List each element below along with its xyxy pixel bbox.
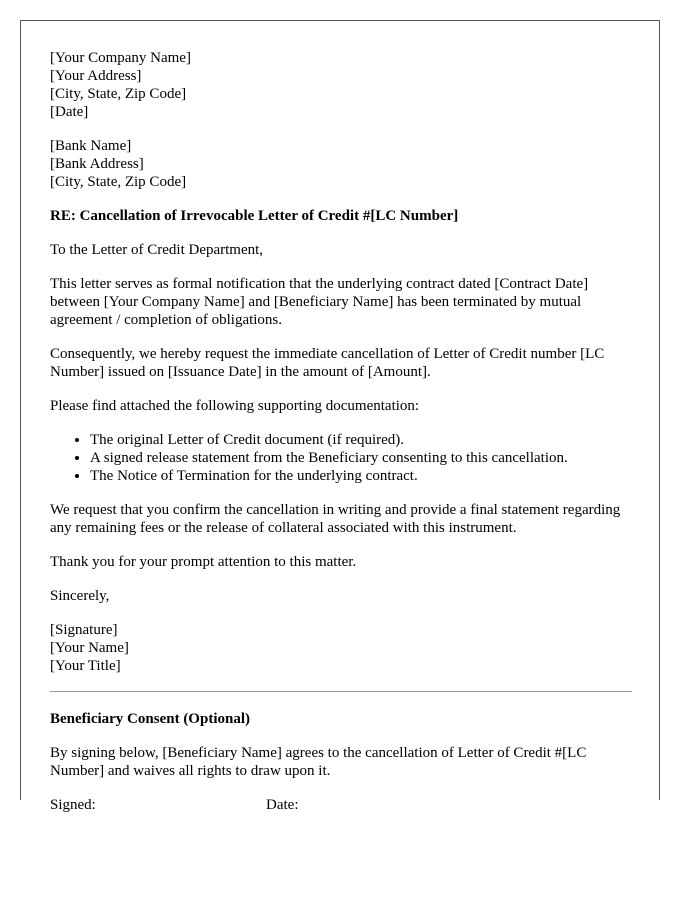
sender-date: [Date] bbox=[50, 104, 89, 120]
consent-signature-row bbox=[50, 796, 632, 814]
signature-block bbox=[50, 621, 632, 675]
consent-signed-label: Signed: bbox=[50, 797, 96, 813]
bank-address: [Bank Address] bbox=[50, 156, 144, 172]
signature-placeholder: [Signature] bbox=[50, 622, 118, 638]
consent-heading: Beneficiary Consent (Optional) bbox=[50, 711, 250, 727]
sender-address-block bbox=[50, 49, 632, 121]
signer-title: [Your Title] bbox=[50, 658, 121, 674]
bank-name: [Bank Name] bbox=[50, 138, 132, 154]
attachment-item: • The original Letter of Credit document (if required). bbox=[90, 431, 632, 449]
body-paragraph-confirmation: We request that you confirm the cancellation in writing and provide a final statement regarding any remaining fees or the release of collateral associated with this instrument. bbox=[50, 502, 621, 536]
letter-content bbox=[50, 49, 632, 814]
body-paragraph-attachments-intro: Please find attached the following supporting documentation: bbox=[50, 398, 420, 414]
body-paragraph-thanks: Thank you for your prompt attention to this matter. bbox=[50, 554, 357, 570]
subject-line: RE: Cancellation of Irrevocable Letter of Credit #[LC Number] bbox=[50, 208, 459, 224]
letter-page bbox=[20, 20, 660, 813]
bank-city: [City, State, Zip Code] bbox=[50, 174, 187, 190]
attachment-item: • A signed release statement from the Beneficiary consenting to this cancellation. bbox=[90, 449, 632, 467]
body-paragraph-request: Consequently, we hereby request the immediate cancellation of Letter of Credit number [LC Number] issued on [Issuance Date] in the amount of [Amount]. bbox=[50, 346, 605, 380]
signer-name: [Your Name] bbox=[50, 640, 129, 656]
salutation: To the Letter of Credit Department, bbox=[50, 242, 264, 258]
sender-address: [Your Address] bbox=[50, 68, 142, 84]
bank-address-block bbox=[50, 137, 632, 191]
sender-company: [Your Company Name] bbox=[50, 50, 191, 66]
body-paragraph-notification: This letter serves as formal notification that the underlying contract dated [Contract Date] between [Your Company Name] and [Beneficiary Name] has been terminated by mutual agreement / completion of obligations. bbox=[50, 276, 589, 328]
sender-city: [City, State, Zip Code] bbox=[50, 86, 187, 102]
attachments-list bbox=[50, 431, 632, 485]
section-divider bbox=[50, 691, 632, 692]
closing: Sincerely, bbox=[50, 588, 110, 604]
consent-date-label: Date: bbox=[266, 797, 299, 813]
consent-text: By signing below, [Beneficiary Name] agrees to the cancellation of Letter of Credit #[LC Number] and waives all rights to draw upon it. bbox=[50, 745, 587, 779]
attachment-item: • The Notice of Termination for the underlying contract. bbox=[90, 467, 632, 485]
